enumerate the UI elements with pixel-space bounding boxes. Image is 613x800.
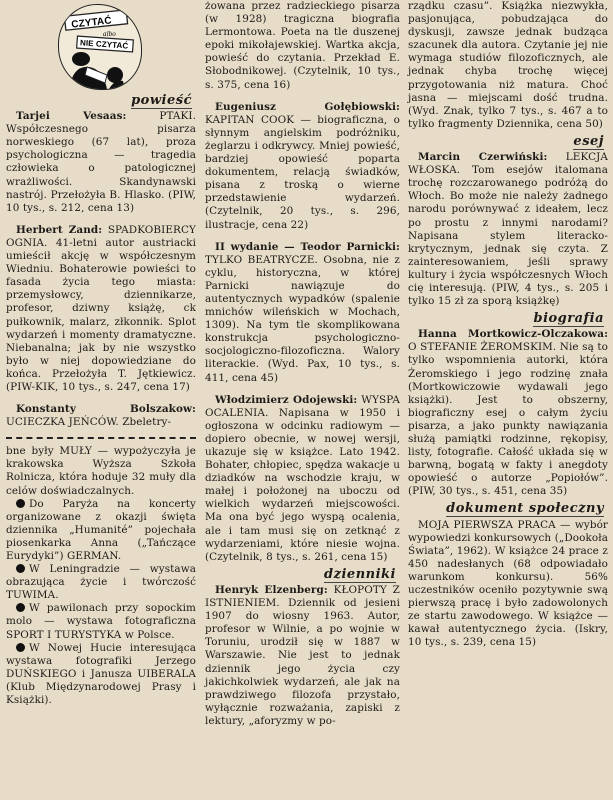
review-entry: II wydanie — Teodor Parnicki: TYLKO BEATRYCZE. Osobna, nie z cyklu, historyczna, w której Parnicki nawiązuje do autentycznych wypadków (spalenie mnichów wileńskich w Mochach, 1309). Na tym tle skomplikowana konstrukcja psychologiczno-socjologiczno-filozoficzna. Walory literackie. (Wyd. Pax, 10 tys., s. 411, cena 45): [205, 240, 400, 384]
logo-line3: NIE CZYTAĆ: [79, 38, 129, 51]
news-item: bne były MUŁY — wypożyczyła je krakowska Wyższa Szkoła Rolnicza, która hoduje 32 muły dla celów doświadczalnych.: [6, 445, 196, 497]
review-entry: Herbert Zand: SPADKOBIERCY OGNIA. 41-letni autor austriacki umieścił akcję w współczesnym Wiedniu. Bohaterowie powieści to fasada życia tego miasta: przemysłowcy, dziennikarze, profesor, dziwny książę, ck pułkownik, malarz, złkonnik. Splot wydarzeń i momenty dramatyczne. Niebanalna; jak by nie wszystko było w niej dopowiedziane do końca. Przełożyła T. Jętkiewicz. (PIW-KIK, 10 tys., s. 247, cena 17): [6, 223, 196, 393]
review-continuation: rządku czasu”. Książka niezwykła, pasjonująca, pobudzająca do dyskusji, zawsze jednak budząca szacunek dla autora. Czytanie jej nie wymaga studiów filozoficznych, ale jednak chyba trochę więcej przygotowania niż maturа. Choć jasna — miejscami dość trudna. (Wyd. Znak, tylko 7 tys., s. 467 a to tylko fragmenty Dziennika, cena 50): [408, 0, 608, 130]
news-box: [6, 437, 196, 707]
news-item: Do Paryża na koncerty organizowane z okazji święta dziennika „Humanité” pojechała piosenkarka Anna („Tańczące Eurydyki”) GERMAN.: [6, 497, 196, 562]
section-heading-dokument: dokument społeczny: [446, 501, 604, 517]
section-heading-biografia: biografia: [533, 311, 604, 327]
review-entry: Konstanty Bolszakow: UCIECZKA JEŃCÓW. Zbeletry-: [6, 403, 196, 429]
section-heading-powiesc: powieść: [131, 93, 192, 108]
reader-figure-icon: [59, 5, 141, 89]
bullet-icon: [16, 499, 25, 508]
section-heading-esej: esej: [573, 133, 604, 149]
review-entry: Henryk Elzenberg: KŁOPOTY Z ISTNIENIEM. Dziennik od jesieni 1907 do wiosny 1963. Autor, profesor w Wilnie, a po wojnie w Toruniu, urodził się w 1887 w Warszawie. Nie jest to jednak dziennik jego życia czy jakichkolwiek wydarzeń, ale jak na prawdziwego filozofa przystało, wyłącznie rozważania, zapiski z lektury, „aforyzmy w po-: [205, 583, 400, 727]
review-entry: Tarjei Vesaas: PTAKI. Współczesnego pisarza norweskiego (67 lat), proza psychologiczna — tragedia człowieka o patologicznej wrażliwości. Skandynawski nastrój. Przełożyła B. Hlasko. (PIW, 10 tys., s. 212, cena 13): [6, 110, 196, 214]
review-entry: Eugeniusz Gołębiowski: KAPITAN COOK — biograficzna, o słynnym angielskim podróżniku, żeglarzu i odkrywcy. Mniej powieść, bardziej opowieść poparta dokumentem, relacją świadków, pisana z troską o wierne przedstawienie wydarzeń. (Czytelnik, 20 tys., s. 296, ilustracje, cena 22): [205, 100, 400, 231]
news-item: W pawilonach przy sopockim molo — wystawa fotograficzna SPORT I TURYSTYKA w Polsce.: [6, 602, 196, 641]
column-logo: [58, 4, 142, 90]
logo-line1: CZYTAĆ: [70, 15, 113, 31]
bullet-icon: [16, 603, 25, 612]
review-entry: Marcin Czerwiński: LEKCJA WŁOSKA. Tom esejów italomana trochę rozczarowanego podróżą do Włoch. Bo może nie należy żadnego narodu porównywać z ideałem, lecz po prostu z innymi narodami? Napisana stylem literacko-krytycznym, jednak się czyta. Z zainteresowaniem, jeśli sprawy kultury i życia współczesnych Włoch cię interesują. (PIW, 4 tys., s. 205 i tylko 15 zł za sporą książkę): [408, 151, 608, 308]
review-entry: Włodzimierz Odojewski: WYSPA OCALENIA. Napisana w 1950 i ogłoszona w odcinku radiowym — dopiero obecnie, w nowej wersji, ukazuje się w książce. Lato 1942. Bohater, chłopiec, spędza wakacje u dziadków na wschodzie kraju, w małej i położonej na uboczu od wielkich wydarzeń miejscowości. Ma ona być jego wyspą ocalenia, ale i tam musi się on zetknąć z wydarzeniami, które niesie wojna. (Czytelnik, 8 tys., s. 261, cena 15): [205, 393, 400, 563]
news-item: W Leningradzie — wystawa obrazująca życie i twórczość TUWIMA.: [6, 563, 196, 602]
review-continuation: żowana przez radzieckiego pisarza (w 1928) tragiczna biografia Lermontowa. Poeta na tle duszenej epoki mikołajewskiej. Wartka akcja, powieść do czytania. Przekład E. Słobodnikowej. (Czytelnik, 10 tys., s. 375, cena 16): [205, 0, 400, 91]
bullet-icon: [16, 643, 25, 652]
review-entry: MOJA PIERWSZA PRACA — wybór wypowiedzi konkursowych („Dookoła Świata”, 1962). W książce 24 prace z 450 nadesłanych (68 odpowiadało warunkom konkursu). 56% uczestników oceniło pozytywnie swą pierwszą pracę i było zadowolonych ze startu zawodowego. W książce — kawał autentycznego życia. (Iskry, 10 tys., s. 239, cena 15): [408, 518, 608, 649]
column-2: [205, 0, 400, 728]
logo-line2: albo: [103, 30, 116, 38]
review-entry: Hanna Mortkowicz-Olczakowa: O STEFANIE ŻEROMSKIM. Nie są to tylko wspomnienia autorki, która Żeromskiego i jego rodzinę znała (Mortkowiczowie wydawali jego książki). Jest to obszerny, biograficzny esej o całym życiu pisarza, a jako punkty nawiązania służą pamiątki rodzinne, rękopisy, listy, fotografie. Całość układa się w barwną, bogatą w fakty i anegdoty opowieść o autorze „Popiołów”. (PIW, 30 tys., s. 451, cena 35): [408, 328, 608, 498]
bullet-icon: [16, 564, 25, 573]
column-3: [408, 0, 608, 650]
news-item: W Nowej Hucie interesująca wystawa fotografiki Jerzego DUŃSKIEGO i Janusza UIBERALA (Klub Międzynarodowej Prasy i Książki).: [6, 641, 196, 707]
section-heading-dzienniki: dzienniki: [324, 566, 396, 582]
column-1: [6, 0, 196, 707]
